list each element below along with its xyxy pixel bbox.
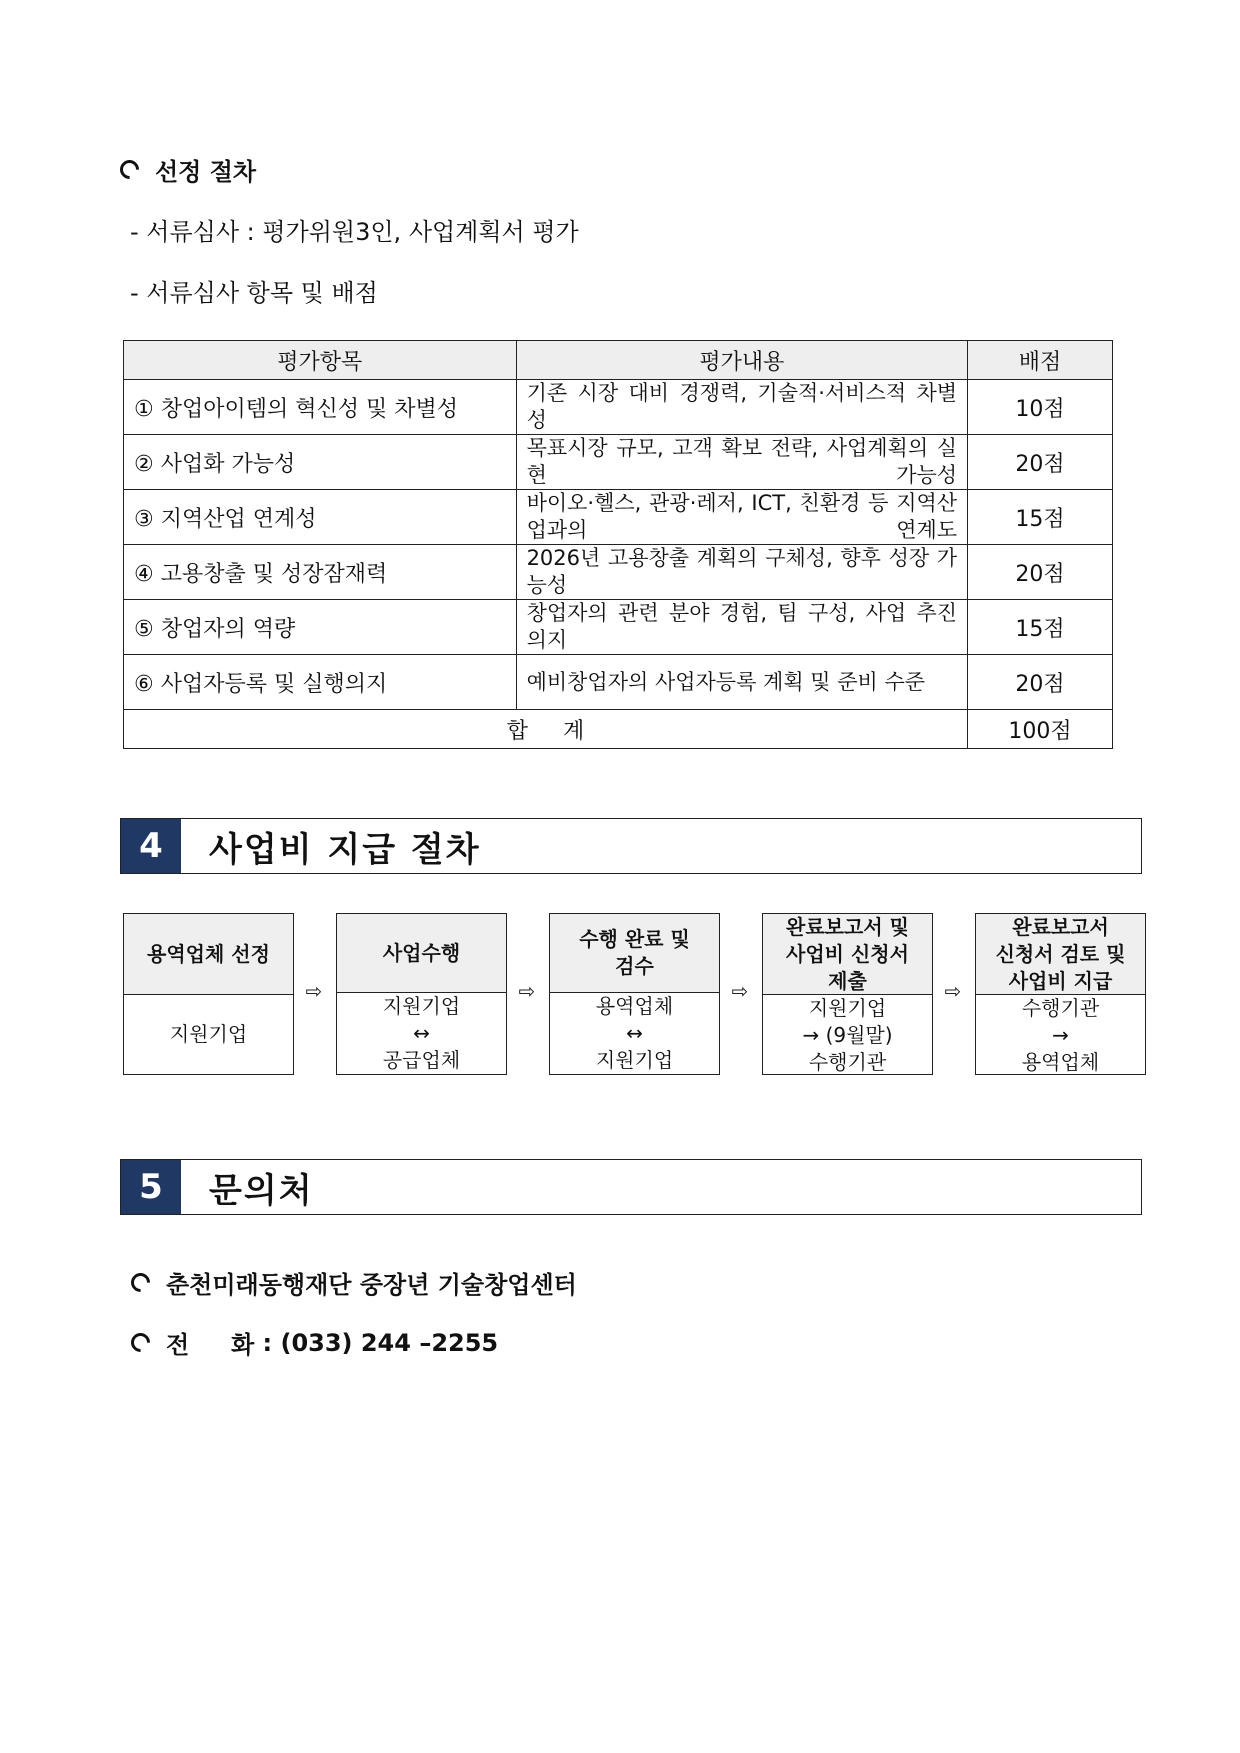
row-content: 2026년 고용창출 계획의 구체성, 향후 성장 가능성 [516,545,968,600]
phone-number: (033) 244 –2255 [280,1328,499,1357]
row-item: ② 사업화 가능성 [124,435,517,490]
screening-items-line: - 서류심사 항목 및 배점 [130,279,378,307]
header-score: 배점 [968,341,1113,380]
row-item: ⑥ 사업자등록 및 실행의지 [124,655,517,710]
flow-step-title: 사업수행 [337,914,506,993]
right-arrow-icon: ⇨ [944,979,962,1003]
section-4-title: 사업비 지급 절차 [209,829,481,870]
flow-step [975,913,1146,1075]
flow-step [549,913,720,1075]
row-item: ⑤ 창업자의 역량 [124,600,517,655]
row-item: ③ 지역산업 연계성 [124,490,517,545]
evaluation-table [123,340,1113,749]
flow-step-actors: 용역업체 ↔ 지원기업 [595,994,674,1072]
half-circle-bullet-icon [116,156,143,183]
phone-label: 전 화 [166,1331,255,1359]
total-score: 100점 [968,710,1113,749]
table-header-row [124,341,1113,380]
phone-separator: : [254,1328,281,1357]
flow-step-actors: 수행기관 → 용역업체 [1021,996,1100,1074]
contact-phone [131,1325,498,1360]
table-row [124,655,1113,710]
row-content: 창업자의 관련 분야 경험, 팀 구성, 사업 추진 의지 [516,600,968,655]
row-score: 10점 [968,380,1113,435]
row-score: 15점 [968,600,1113,655]
row-content: 기존 시장 대비 경쟁력, 기술적·서비스적 차별성 [516,380,968,435]
header-item: 평가항목 [124,341,517,380]
contact-org-text: 춘천미래동행재단 중장년 기술창업센터 [166,1271,577,1299]
flow-step-actors: 지원기업 [169,1022,248,1046]
table-row [124,545,1113,600]
flow-step [762,913,933,1075]
flow-step [123,913,294,1075]
row-score: 20점 [968,435,1113,490]
flow-step-title: 완료보고서 신청서 검토 및 사업비 지급 [976,914,1145,995]
table-row [124,490,1113,545]
row-score: 20점 [968,545,1113,600]
row-content: 예비창업자의 사업자등록 계획 및 준비 수준 [516,655,968,710]
half-circle-bullet-icon [127,1329,154,1356]
flow-step-title: 수행 완료 및 검수 [550,914,719,993]
right-arrow-icon: ⇨ [305,979,323,1003]
section-4-header [120,818,1142,874]
row-item: ④ 고용창출 및 성장잠재력 [124,545,517,600]
right-arrow-icon: ⇨ [731,979,749,1003]
table-row [124,435,1113,490]
flow-step-actors: 지원기업 ↔ 공급업체 [382,994,461,1072]
row-content: 목표시장 규모, 고객 확보 전략, 사업계획의 실현 가능성 [516,435,968,490]
row-item: ① 창업아이템의 혁신성 및 차별성 [124,380,517,435]
flow-step-actors: 지원기업 → (9월말) 수행기관 [802,996,893,1074]
selection-heading [120,152,256,187]
section-5-number: 5 [121,1160,181,1214]
contact-org [131,1265,577,1300]
flow-step-title: 용역업체 선정 [124,914,293,995]
table-total-row [124,710,1113,749]
half-circle-bullet-icon [127,1269,154,1296]
total-label: 합 계 [124,710,968,749]
flow-step [336,913,507,1075]
screening-line: - 서류심사 : 평가위원3인, 사업계획서 평가 [130,218,579,246]
section-4-number: 4 [121,819,181,873]
table-row [124,600,1113,655]
selection-heading-text: 선정 절차 [155,158,257,186]
table-row [124,380,1113,435]
row-score: 15점 [968,490,1113,545]
section-5-title: 문의처 [209,1170,314,1211]
section-5-header [120,1159,1142,1215]
header-content: 평가내용 [516,341,968,380]
row-score: 20점 [968,655,1113,710]
row-content: 바이오·헬스, 관광·레저, ICT, 친환경 등 지역산업과의 연계도 [516,490,968,545]
flow-step-title: 완료보고서 및 사업비 신청서 제출 [763,914,932,995]
right-arrow-icon: ⇨ [518,979,536,1003]
